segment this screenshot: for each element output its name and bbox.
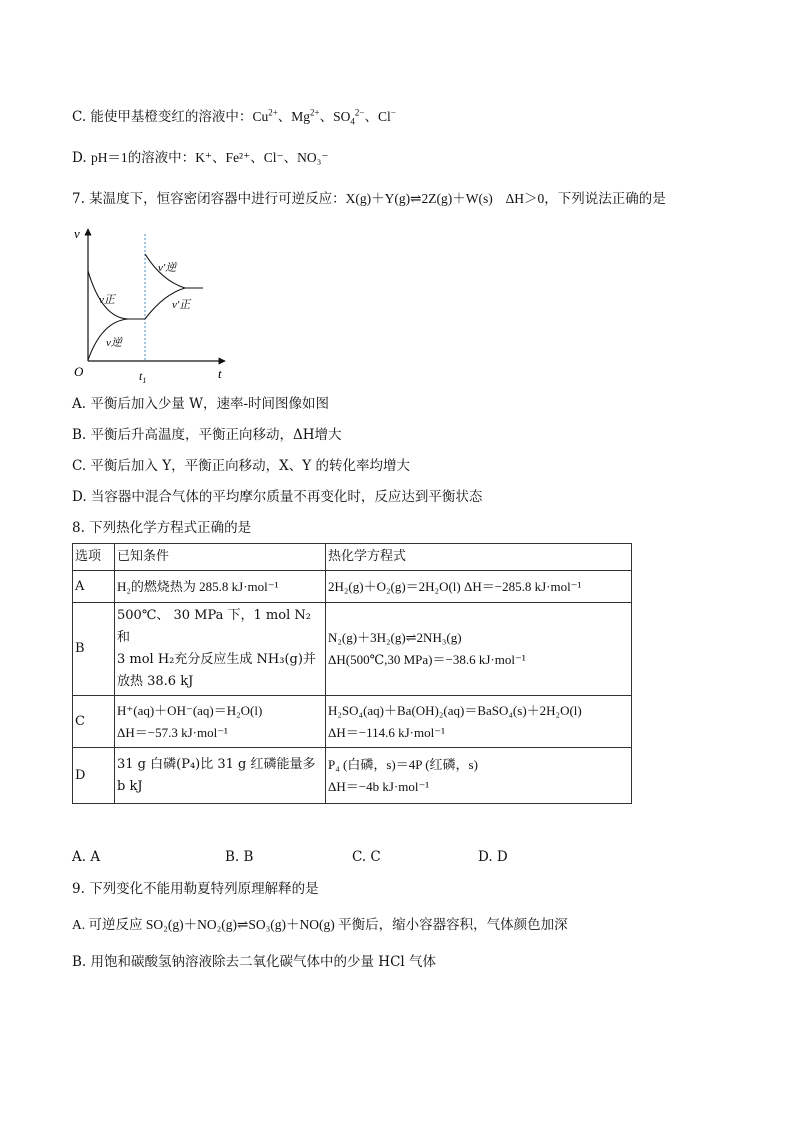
curve-v-zheng bbox=[88, 271, 145, 319]
q7-option-c: C. 平衡后加入 Y，平衡正向移动，X、Y 的转化率均增大 bbox=[72, 458, 410, 474]
q8-answer-choices bbox=[72, 849, 672, 867]
table-header-row: 选项 已知条件 热化学方程式 bbox=[73, 544, 632, 571]
q9-option-b: B. 用饱和碳酸氢钠溶液除去二氧化碳气体中的少量 HCl 气体 bbox=[72, 954, 437, 970]
axis-label-v: v bbox=[74, 226, 80, 241]
option-c-previous: C. 能使甲基橙变红的溶液中：$Cu^{2+}$、$Mg^{2+}$、$SO_4^{2-}$、Cl− bbox=[72, 107, 396, 127]
t1-label: $t_1$ bbox=[139, 369, 147, 385]
question-9-stem: 9. 下列变化不能用勒夏特列原理解释的是 bbox=[72, 881, 319, 897]
rate-time-graph bbox=[72, 226, 232, 386]
q9-option-a: A. 可逆反应 SO₂(g)＋NO₂(g)⇌SO₃(g)＋NO(g) 平衡后，缩小容器容积，气体颜色加深 bbox=[72, 917, 568, 932]
ion-list: $Cu^{2+}$、$Mg^{2+}$、$SO_4^{2-}$、Cl− bbox=[252, 107, 396, 127]
question-8-stem: 8. 下列热化学方程式正确的是 bbox=[72, 520, 252, 536]
table-row: A H₂的燃烧热为 285.8 kJ·mol⁻¹ 2H₂(g)＋O₂(g)＝2H₂O(l) ΔH＝−285.8 kJ·mol⁻¹ bbox=[73, 571, 632, 603]
label-v-zheng: v正 bbox=[99, 294, 115, 306]
option-d-previous: D. pH＝1的溶液中：K⁺、Fe²⁺、Cl⁻、NO₃⁻ bbox=[72, 150, 329, 166]
table-row: B 500℃、 30 MPa 下，1 mol N₂和 3 mol H₂充分反应生成 NH₃(g)并 放热 38.6 kJ N₂(g)＋3H₂(g)⇌2NH₃(g) ΔH(500℃,30 MPa)＝−38.6 kJ·mol⁻¹ bbox=[73, 603, 632, 696]
q7-option-b: B. 平衡后升高温度，平衡正向移动，ΔH增大 bbox=[72, 427, 342, 443]
table-row: D 31 g 白磷(P₄)比 31 g 红磷能量多 b kJ P₄ (白磷，s)＝4P (红磷，s) ΔH＝−4b kJ·mol⁻¹ bbox=[73, 748, 632, 804]
answer-choice-d[interactable]: D. D bbox=[478, 849, 508, 865]
q8-options-table bbox=[72, 543, 632, 804]
q7-option-a: A. 平衡后加入少量 W，速率-时间图像如图 bbox=[72, 396, 330, 412]
answer-choice-c[interactable]: C. C bbox=[352, 849, 381, 865]
q7-option-d: D. 当容器中混合气体的平均摩尔质量不再变化时，反应达到平衡状态 bbox=[72, 489, 483, 505]
label-v-ni-prime: v′逆 bbox=[158, 262, 177, 274]
label-v-ni: v逆 bbox=[106, 337, 122, 349]
answer-choice-b[interactable]: B. B bbox=[225, 849, 254, 865]
table-row: C H⁺(aq)＋OH⁻(aq)＝H₂O(l) ΔH＝−57.3 kJ·mol⁻¹ H₂SO₄(aq)＋Ba(OH)₂(aq)＝BaSO₄(s)＋2H₂O(l) ΔH＝−114.6 kJ·mol⁻¹ bbox=[73, 696, 632, 748]
axis-label-t: t bbox=[218, 366, 222, 381]
origin-label: O bbox=[74, 364, 84, 379]
question-7-stem: 7. 某温度下，恒容密闭容器中进行可逆反应：X(g)＋Y(g)⇌2Z(g)＋W(s) ΔH＞0，下列说法正确的是 bbox=[72, 191, 666, 207]
label-v-zheng-prime: v′正 bbox=[172, 299, 191, 311]
answer-choice-a[interactable]: A. A bbox=[72, 849, 101, 865]
